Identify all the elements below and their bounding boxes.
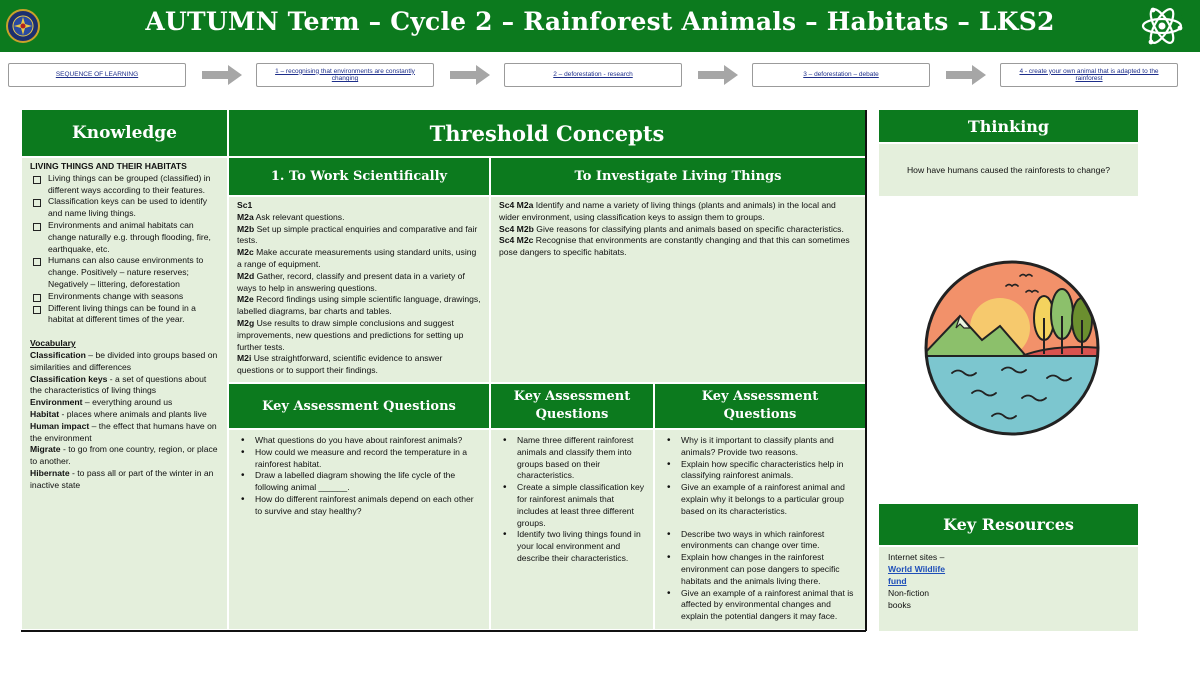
arrow-right-icon — [202, 65, 242, 85]
key-resources-panel — [879, 547, 1138, 631]
key-resources-heading: Key Resources — [879, 504, 1138, 545]
header-bar — [0, 0, 1200, 52]
objective-item: Sc4 M2b Give reasons for classifying plants and animals based on specific characteristics. — [499, 223, 844, 234]
thinking-question: How have humans caused the rainforests to change? — [879, 144, 1138, 196]
vocabulary-heading: Vocabulary — [30, 338, 76, 349]
page-title: AUTUMN Term – Cycle 2 – Rainforest Animals – Habitats – LKS2 — [145, 7, 1055, 36]
objective-item: M2a Ask relevant questions. — [237, 211, 345, 222]
list-item: • How do different rainforest animals depend on each other to survive and stay healthy? — [237, 494, 481, 518]
sequence-step-2-link[interactable]: 2 – deforestation - research — [504, 63, 682, 87]
arrow-right-icon — [698, 65, 738, 85]
knowledge-panel — [22, 158, 227, 629]
arrow-right-icon — [946, 65, 986, 85]
work-scientifically-panel — [229, 197, 489, 382]
objective-item: Sc4 M2c Recognise that environments are constantly changing and that this can sometimes pose dangers to specific habitats. — [499, 235, 850, 258]
sequence-step-1-link[interactable]: 1 – recognising that environments are constantly changing — [256, 63, 434, 87]
sequence-step-4-link[interactable]: 4 - create your own animal that is adapted to the rainforest — [1000, 63, 1178, 87]
vocab-entry: Classification – be divided into groups based on similarities and differences — [30, 349, 218, 372]
divider — [21, 630, 866, 632]
arrow-right-icon — [450, 65, 490, 85]
list-item: Classification keys can be used to identify and name living things. — [30, 196, 219, 220]
kaq-panel-1 — [229, 430, 489, 629]
vocab-entry: Classification keys - a set of questions about the characteristics of living things — [30, 373, 207, 396]
knowledge-heading: Knowledge — [22, 110, 227, 156]
list-item: Environments change with seasons — [30, 291, 219, 303]
sc1-label: Sc1 — [237, 200, 253, 210]
investigate-living-things-panel — [491, 197, 865, 382]
vocab-entry: Migrate - to go from one country, region, or place to another. — [30, 444, 218, 467]
threshold-concepts-heading: Threshold Concepts — [229, 110, 865, 156]
divider — [865, 110, 867, 631]
list-item: • Explain how specific characteristics help in classifying rainforest animals. — [663, 459, 857, 483]
list-item: • How could we measure and record the temperature in a rainforest habitat. — [237, 447, 481, 471]
world-wildlife-fund-link-cont[interactable]: fund — [888, 576, 907, 586]
list-item: • Identify two living things found in your local environment and describe their characteristics. — [499, 529, 645, 564]
vocab-entry: Habitat - places where animals and plants live — [30, 408, 207, 419]
kaq-panel-3 — [655, 430, 865, 629]
work-scientifically-heading: 1. To Work Scientifically — [229, 158, 489, 195]
objective-item: Sc4 M2a Identify and name a variety of living things (plants and animals) in the local and wider environment, using classification keys to assign them to groups. — [499, 200, 836, 222]
objective-item: M2c Make accurate measurements using standard units, using a range of equipment. — [237, 247, 477, 269]
rainforest-landscape-illustration — [922, 258, 1102, 438]
list-item: Environments and animal habitats can change naturally e.g. through flooding, fire, earthquake, etc. — [30, 220, 219, 255]
list-item: • Why is it important to classify plants and animals? Provide two reasons. — [663, 435, 857, 459]
objective-item: M2b Set up simple practical enquiries and comparative and fair tests. — [237, 223, 478, 246]
kaq-heading-2: Key Assessment Questions — [491, 384, 653, 428]
resources-books: books — [888, 600, 911, 610]
list-item: • Explain how changes in the rainforest environment can pose dangers to specific habitats and the animals living there. — [663, 552, 857, 587]
objective-item: M2e Record findings using simple scientific language, drawings, labelled diagrams, bar charts and tables. — [237, 294, 481, 317]
list-item: Living things can be grouped (classified) in different ways according to their features. — [30, 173, 219, 197]
vocab-entry: Hibernate - to pass all or part of the winter in an inactive state — [30, 467, 214, 490]
resources-nonfiction: Non-fiction — [888, 588, 930, 598]
sequence-of-learning-link[interactable]: SEQUENCE OF LEARNING — [8, 63, 186, 87]
vocab-entry: Human impact – the effect that humans have on the environment — [30, 420, 217, 443]
kaq-heading-3: Key Assessment Questions — [655, 384, 865, 428]
resources-intro: Internet sites – — [888, 552, 945, 562]
sequence-step-3-link[interactable]: 3 – deforestation – debate — [752, 63, 930, 87]
knowledge-subheading: LIVING THINGS AND THEIR HABITATS — [30, 161, 187, 171]
list-item: • Name three different rainforest animals and classify them into groups based on their characteristics. — [499, 435, 645, 482]
knowledge-list — [30, 173, 219, 326]
atom-icon — [1138, 2, 1186, 50]
objective-item: M2g Use results to draw simple conclusions and suggest improvements, new questions and predictions for setting up further tests. — [237, 317, 464, 352]
list-item: • Describe two ways in which rainforest environments can change over time. — [663, 529, 857, 553]
world-wildlife-fund-link[interactable]: World Wildlife — [888, 564, 946, 574]
list-item: • Give an example of a rainforest animal and explain why it belongs to a particular group based on its characteristics. — [663, 482, 857, 517]
kaq-panel-2 — [491, 430, 653, 629]
objective-item: M2d Gather, record, classify and present data in a variety of ways to help in answering questions. — [237, 270, 465, 293]
objective-item: M2i Use straightforward, scientific evidence to answer questions or to support their findings. — [237, 353, 443, 376]
list-item: Different living things can be found in a habitat at different times of the year. — [30, 303, 219, 327]
thinking-heading: Thinking — [879, 110, 1138, 142]
list-item: • Draw a labelled diagram showing the life cycle of the following animal ______. — [237, 470, 481, 494]
list-item: • Give an example of a rainforest animal that is affected by environmental changes and explain the potential dangers it may face. — [663, 588, 857, 623]
list-item: • Create a simple classification key for rainforest animals that includes at least three different groups. — [499, 482, 645, 529]
kaq-heading-1: Key Assessment Questions — [229, 384, 489, 428]
vocab-entry: Environment – everything around us — [30, 397, 173, 408]
investigate-living-things-heading: To Investigate Living Things — [491, 158, 865, 195]
list-item: Humans can also cause environments to change. Positively – nature reserves; Negatively – littering, deforestation — [30, 255, 219, 290]
list-item: • What questions do you have about rainforest animals? — [237, 435, 481, 447]
